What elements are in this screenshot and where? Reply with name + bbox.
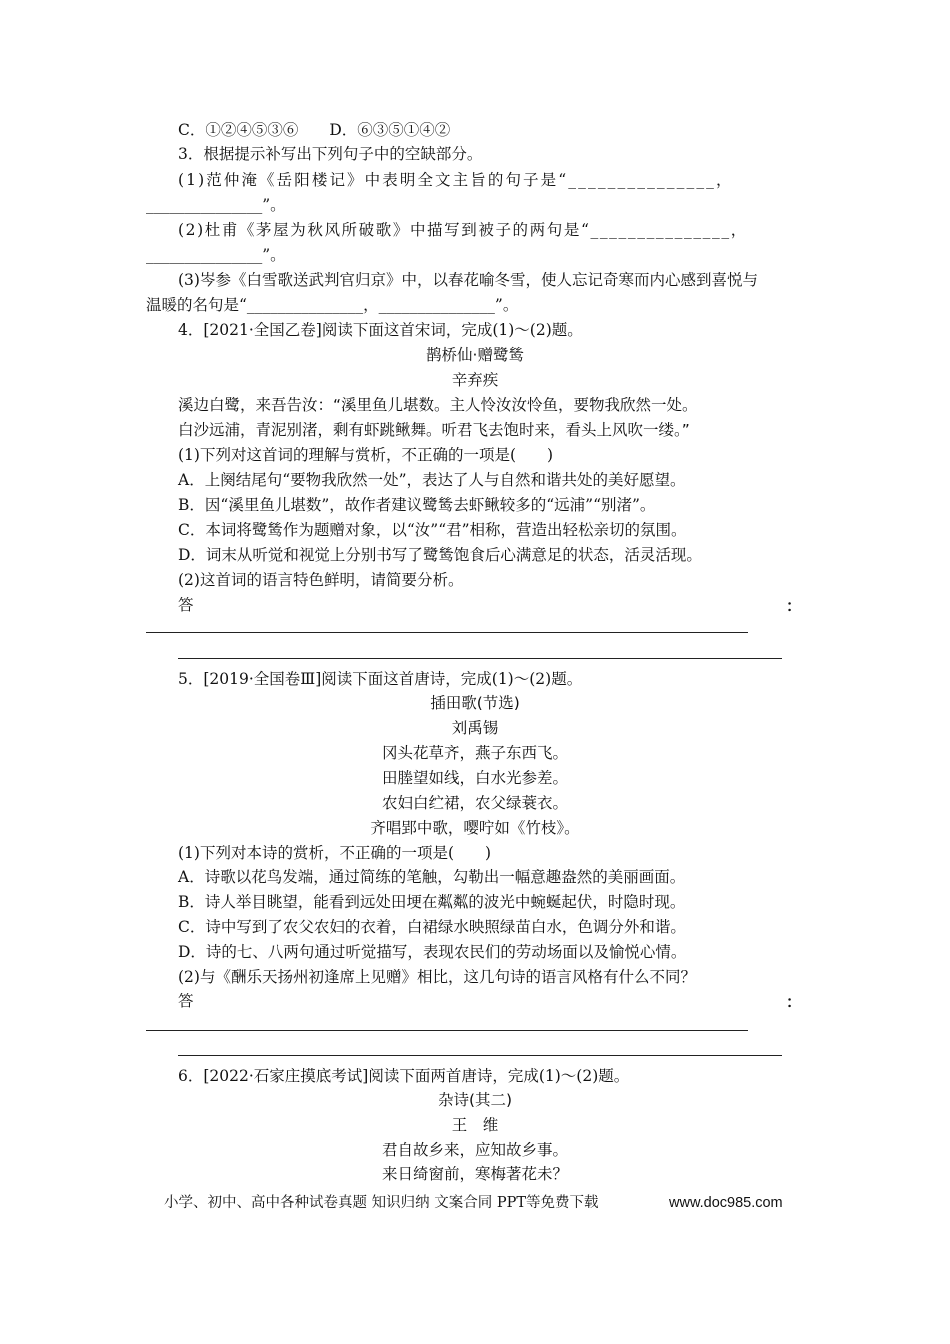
q5-poem-line1: 冈头花草齐，燕子东西飞。 (381, 744, 568, 762)
footer-text: 小学、初中、高中各种试卷真题 知识归纳 文案合同 PPT等免费下载 (164, 1195, 599, 1211)
q5-answer-rule-2 (178, 1055, 782, 1056)
q5-poem-line3: 农妇白纻裙，农父绿蓑衣。 (381, 794, 568, 812)
q5-poem-title: 插田歌(节选) (430, 694, 520, 712)
q4-option-b: B．因“溪里鱼儿堪数”，故作者建议鹭鸶去虾鳅较多的“远浦”“别渚”。 (178, 496, 656, 514)
q4-poem-line2: 白沙远浦，青泥别渚，剩有虾跳鳅舞。听君飞去饱时来，看头上风吹一缕。” (178, 421, 690, 439)
q6-stem: 6．[2022·石家庄摸底考试]阅读下面两首唐诗，完成(1)～(2)题。 (178, 1067, 630, 1085)
q3-1-line2: _______________”。 (146, 196, 286, 214)
q6-poem-line1: 君自故乡来，应知故乡事。 (381, 1141, 568, 1159)
q6-poem-author: 王 维 (451, 1116, 499, 1134)
q5-option-a: A．诗歌以花鸟发端，通过简练的笔触，勾勒出一幅意趣盎然的美丽画面。 (178, 868, 686, 886)
q4-option-d: D．词末从听觉和视觉上分别书写了鹭鸶饱食后心满意足的状态，活灵活现。 (178, 546, 702, 564)
q5-poem-line4: 齐唱郢中歌，嘤咛如《竹枝》。 (370, 819, 580, 837)
q4-sub2: (2)这首词的语言特色鲜明，请简要分析。 (178, 571, 464, 589)
q4-answer-rule-1 (146, 632, 748, 633)
q4-answer-rule-2 (178, 658, 782, 659)
q5-sub1: (1)下列对本诗的赏析，不正确的一项是( ) (178, 844, 492, 862)
q4-answer-label: 答 (178, 596, 194, 614)
q5-answer-colon: ： (786, 992, 802, 1011)
q4-answer-colon: ： (786, 596, 802, 615)
q4-option-c: C．本词将鹭鸶作为题赠对象，以“汝”“君”相称，营造出轻松亲切的氛围。 (178, 521, 687, 539)
q4-sub1: (1)下列对这首词的理解与赏析，不正确的一项是( ) (178, 446, 554, 464)
q3-stem: 3．根据提示补写出下列句子中的空缺部分。 (178, 145, 483, 163)
q5-sub2: (2)与《酬乐天扬州初逢席上见赠》相比，这几句诗的语言风格有什么不同？ (178, 968, 696, 986)
q5-answer-rule-1 (146, 1030, 748, 1031)
q5-stem: 5．[2019·全国卷Ⅲ]阅读下面这首唐诗，完成(1)～(2)题。 (178, 670, 583, 688)
q4-poem-author: 辛弃疾 (451, 371, 499, 389)
q5-poem-author: 刘禹锡 (451, 719, 499, 737)
q5-answer-label: 答 (178, 992, 194, 1010)
q5-option-c: C．诗中写到了农父农妇的衣着，白裙绿水映照绿苗白水，色调分外和谐。 (178, 918, 686, 936)
q4-poem-line1: 溪边白鹭，来吾告汝：“溪里鱼儿堪数。主人怜汝汝怜鱼，要物我欣然一处。 (178, 396, 698, 414)
q3-2-line1: (2)杜甫《茅屋为秋风所破歌》中描写到被子的两句是“_______________， (178, 221, 748, 239)
q3-1-line1: (1)范仲淹《岳阳楼记》中表明全文主旨的句子是“_______________， (178, 171, 734, 189)
q3-3-line1: (3)岑参《白雪歌送武判官归京》中，以春花喻冬雪，使人忘记奇寒而内心感到喜悦与 (178, 271, 758, 289)
q6-poem-title: 杂诗(其二) (437, 1091, 513, 1109)
q4-poem-title: 鹊桥仙·赠鹭鸶 (426, 346, 524, 364)
q3-2-line2: _______________”。 (146, 246, 286, 264)
q5-option-b: B．诗人举目眺望，能看到远处田埂在粼粼的波光中蜿蜒起伏，时隐时现。 (178, 893, 686, 911)
footer-url[interactable]: www.doc985.com (669, 1195, 783, 1211)
q3-3-line2: 温暖的名句是“_______________，_______________”。 (146, 296, 519, 314)
q2-options-cd: C．①②④⑤③⑥ D．⑥③⑤①④② (178, 121, 451, 139)
q6-poem-line2: 来日绮窗前，寒梅著花未？ (381, 1165, 568, 1183)
q4-option-a: A．上阕结尾句“要物我欣然一处”，表达了人与自然和谐共处的美好愿望。 (178, 471, 686, 489)
q5-option-d: D．诗的七、八两句通过听觉描写，表现农民们的劳动场面以及愉悦心情。 (178, 943, 687, 961)
q4-stem: 4．[2021·全国乙卷]阅读下面这首宋词，完成(1)～(2)题。 (178, 321, 583, 339)
q5-poem-line2: 田塍望如线，白水光参差。 (381, 769, 568, 787)
